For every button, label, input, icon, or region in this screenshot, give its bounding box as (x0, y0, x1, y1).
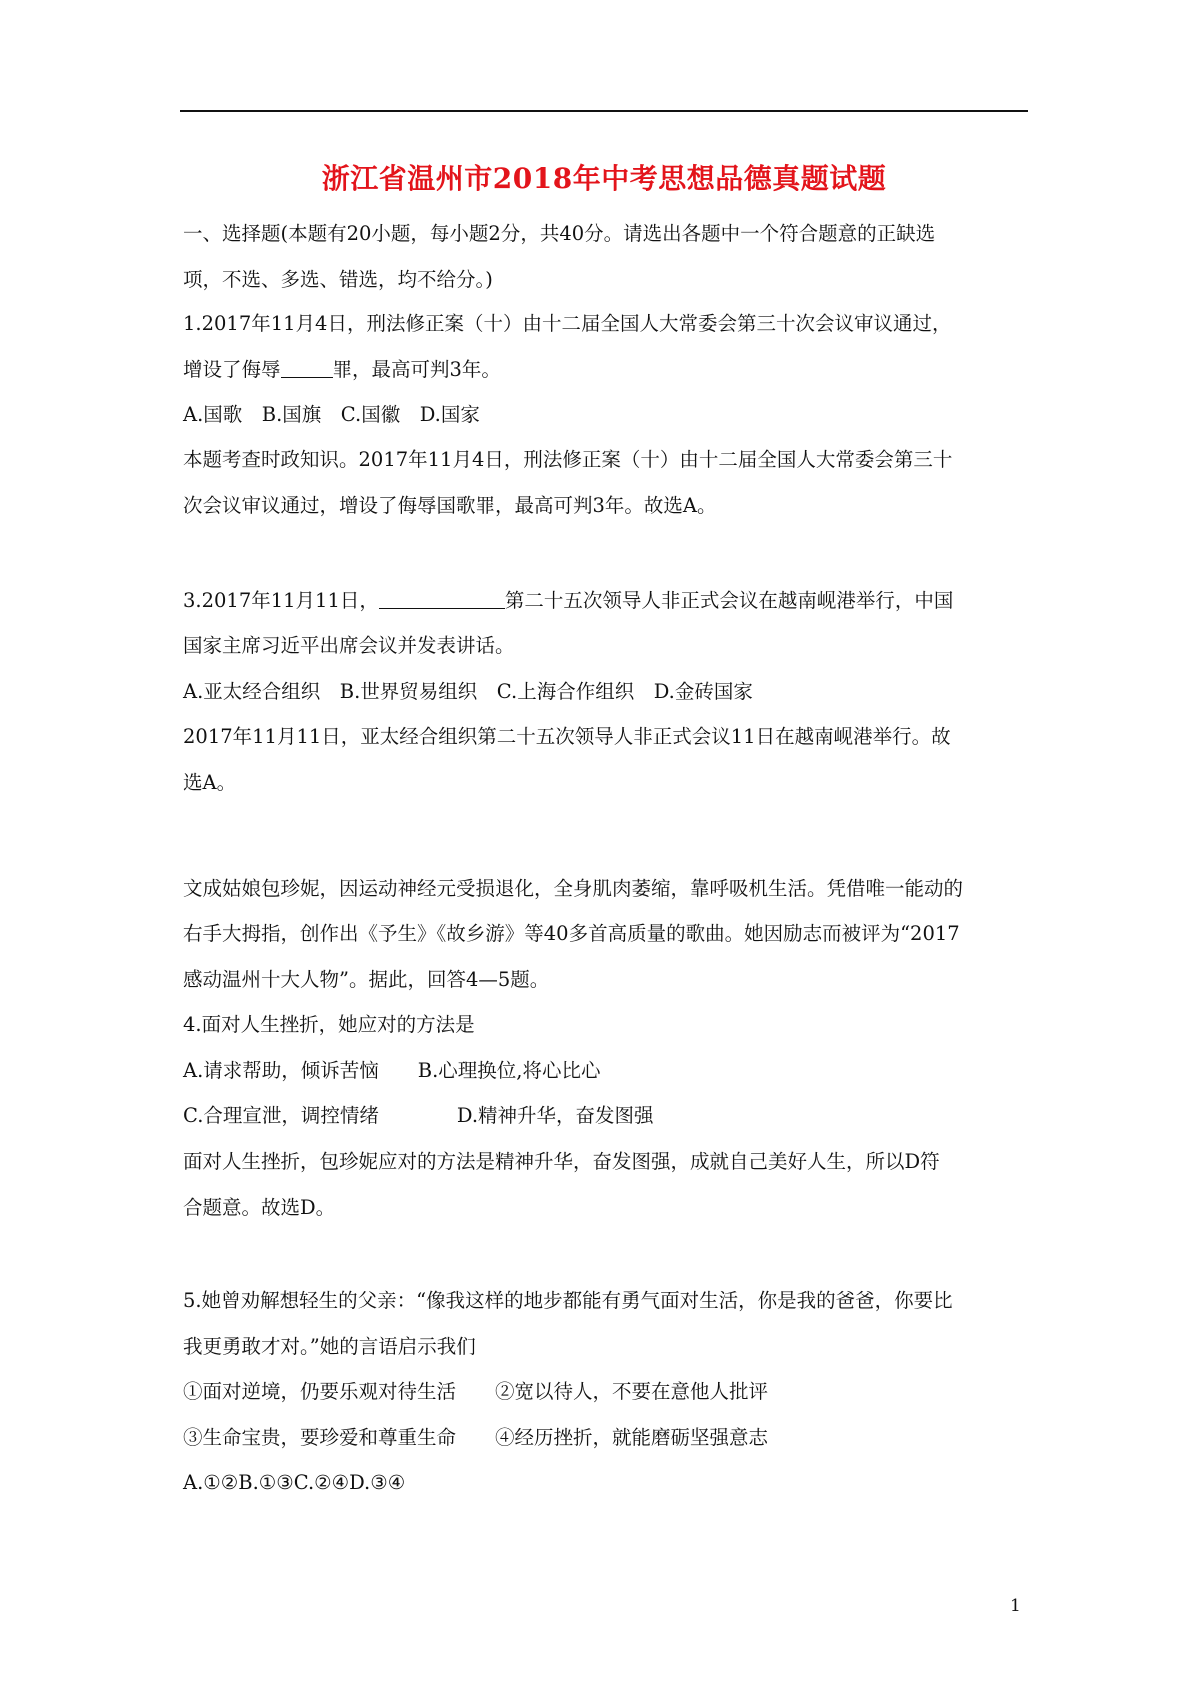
passage-line-3: 感动温州十大人物”。据此，回答4—5题。 (183, 968, 550, 991)
q3-stem-line-1 (183, 588, 1028, 613)
q1-stem-line-1: 1.2017年11月4日，刑法修正案（十）由十二届全国人大常委会第三十次会议审议通过， (183, 312, 952, 335)
q3-explanation-line-2: 选A。 (183, 771, 237, 794)
answer-blank (379, 588, 505, 609)
page-title: 浙江省温州市2018年中考思想品德真题试题 (321, 162, 887, 195)
q1-stem-after: 罪，最高可判3年。 (332, 358, 501, 381)
q3-stem-before: 3.2017年11月11日， (183, 589, 379, 612)
page-number: 1 (1010, 1596, 1021, 1616)
q3-stem-after: 第二十五次领导人非正式会议在越南岘港举行，中国 (504, 589, 954, 612)
q4-options-row-2: C.合理宣泄，调控情绪 D.精神升华，奋发图强 (183, 1104, 654, 1127)
q4-options-row-1: A.请求帮助，倾诉苦恼 B.心理换位,将心比心 (183, 1059, 601, 1082)
q5-statements-row-1: ①面对逆境，仍要乐观对待生活 ②宽以待人，不要在意他人批评 (183, 1380, 769, 1403)
section-header-line-2: 项，不选、多选、错选，均不给分。) (183, 268, 493, 291)
passage-line-2: 右手大拇指，创作出《予生》《故乡游》等40多首高质量的歌曲。她因励志而被评为“2017 (183, 922, 960, 945)
q1-options: A.国歌 B.国旗 C.国徽 D.国家 (183, 403, 480, 426)
q4-stem: 4.面对人生挫折，她应对的方法是 (183, 1013, 475, 1036)
q5-stem-line-2: 我更勇敢才对。”她的言语启示我们 (183, 1335, 476, 1358)
answer-blank (281, 357, 333, 378)
q1-stem-line-2 (183, 357, 1028, 382)
q4-explanation-line-1: 面对人生挫折，包珍妮应对的方法是精神升华，奋发图强，成就自己美好人生，所以D符 (183, 1150, 940, 1173)
section-header-line-1: 一、选择题(本题有20小题，每小题2分，共40分。请选出各题中一个符合题意的正缺选 (183, 222, 936, 245)
q4-explanation-line-2: 合题意。故选D。 (183, 1196, 336, 1219)
passage-line-1: 文成姑娘包珍妮，因运动神经元受损退化，全身肌肉萎缩，靠呼吸机生活。凭借唯一能动的 (183, 877, 964, 900)
q1-explanation-line-2: 次会议审议通过，增设了侮辱国歌罪，最高可判3年。故选A。 (183, 494, 717, 517)
q3-explanation-line-1: 2017年11月11日，亚太经合组织第二十五次领导人非正式会议11日在越南岘港举行。故 (183, 725, 951, 748)
q5-options: A.①②B.①③C.②④D.③④ (183, 1471, 406, 1494)
q3-stem-line-2: 国家主席习近平出席会议并发表讲话。 (183, 634, 515, 657)
q5-statements-row-2: ③生命宝贵，要珍爱和尊重生命 ④经历挫折，就能磨砺坚强意志 (183, 1426, 769, 1449)
header-rule (180, 110, 1028, 112)
q3-options: A.亚太经合组织 B.世界贸易组织 C.上海合作组织 D.金砖国家 (183, 680, 753, 703)
q1-explanation-line-1: 本题考查时政知识。2017年11月4日，刑法修正案（十）由十二届全国人大常委会第三十 (183, 448, 953, 471)
q5-stem-line-1: 5.她曾劝解想轻生的父亲：“像我这样的地步都能有勇气面对生活，你是我的爸爸，你要比 (183, 1289, 953, 1312)
q1-stem-before: 增设了侮辱 (183, 358, 281, 381)
